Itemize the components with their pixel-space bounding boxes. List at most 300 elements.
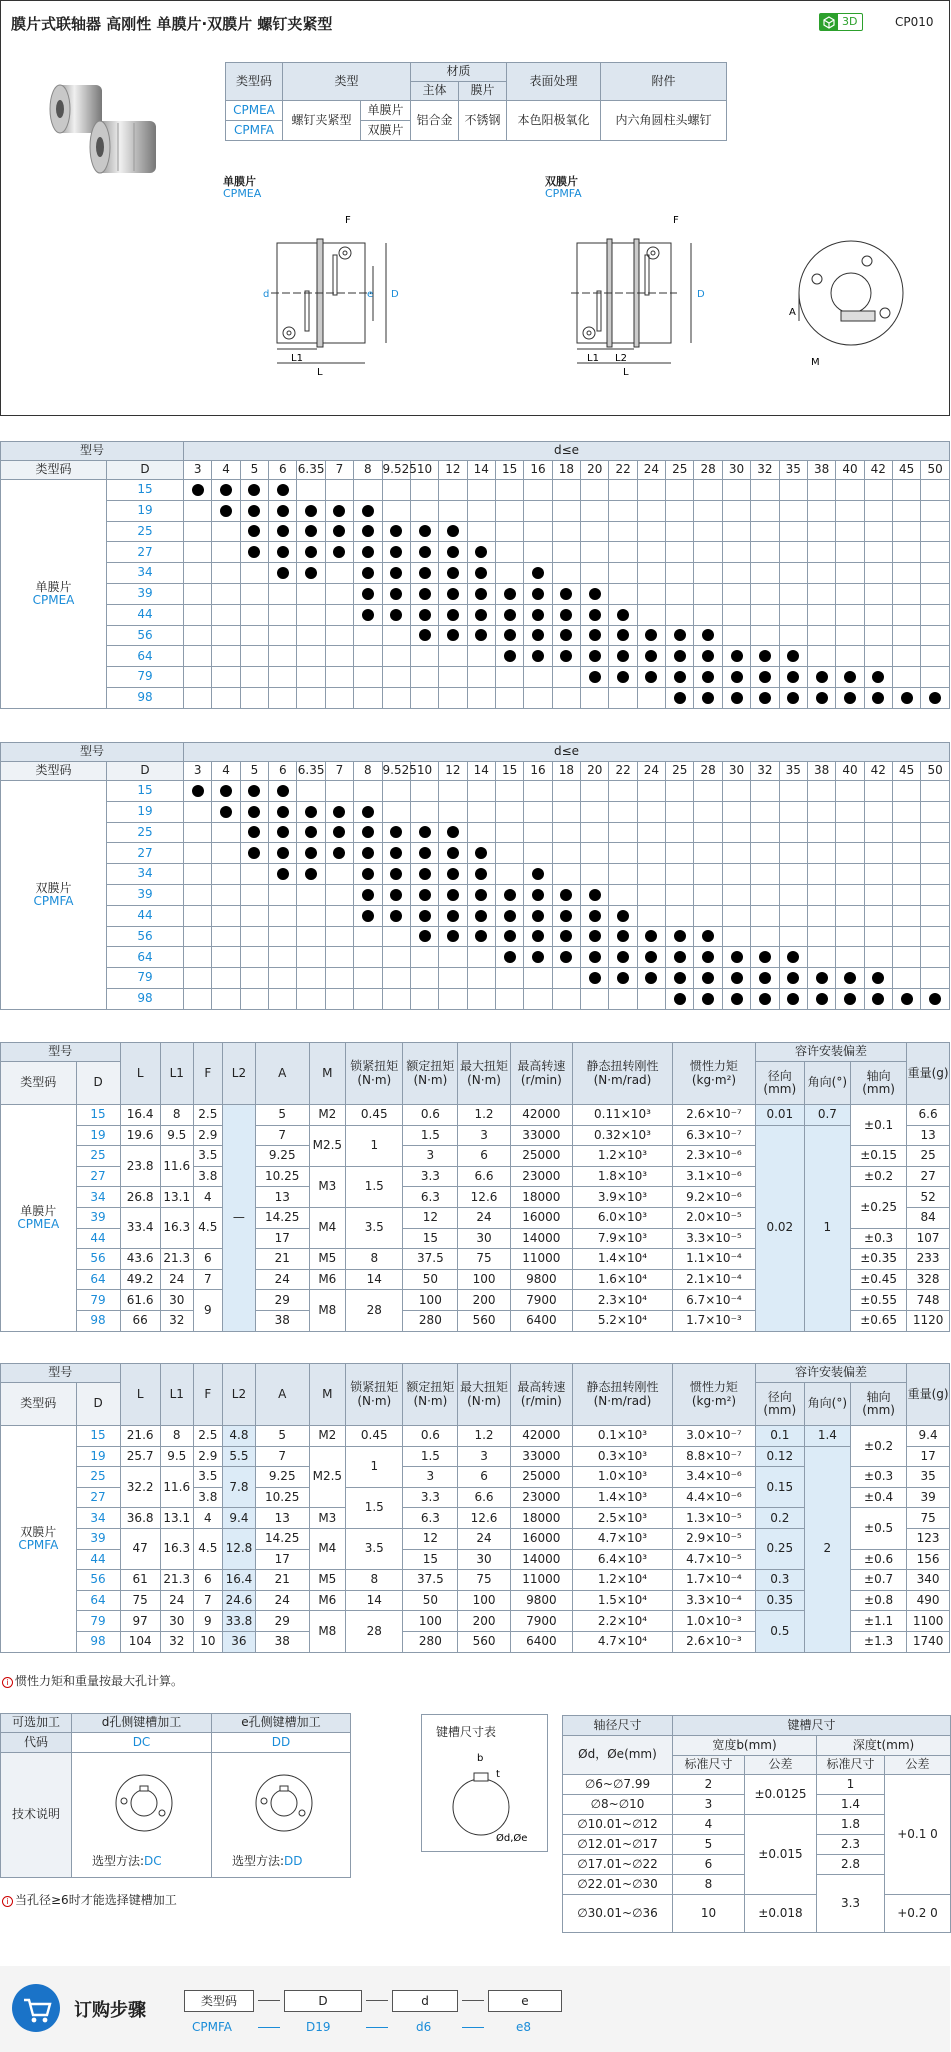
spec-code-2[interactable]: CPMFA [226, 121, 283, 141]
compat-cell [354, 667, 382, 688]
compat-cell [184, 884, 212, 905]
compat-cell [439, 801, 467, 822]
available-dot-icon [560, 609, 572, 621]
max-cell: 12.6 [458, 1508, 510, 1529]
compat-cell [666, 604, 694, 625]
compat-cell [666, 947, 694, 968]
inertia-cell: 1.3×10⁻⁵ [672, 1508, 755, 1529]
rated-cell: 6.3 [403, 1187, 458, 1208]
single-code: CPMEA [223, 187, 262, 200]
compat-cell [722, 480, 750, 501]
compat-cell [212, 822, 240, 843]
available-dot-icon [390, 609, 402, 621]
compat-cell [609, 781, 637, 802]
compat-cell [864, 822, 892, 843]
compat-cell [893, 968, 921, 989]
compat-cell [297, 926, 325, 947]
available-dot-icon [787, 650, 799, 662]
available-dot-icon [674, 993, 686, 1005]
L1-cell: 8 [160, 1426, 193, 1447]
available-dot-icon [305, 525, 317, 537]
compat-cell [552, 583, 580, 604]
available-dot-icon [787, 972, 799, 984]
order-value-e[interactable]: e8 [516, 2020, 532, 2034]
D-value[interactable]: 25 [107, 822, 184, 843]
compat-cell [666, 801, 694, 822]
D-value[interactable]: 79 [107, 667, 184, 688]
compat-cell [297, 864, 325, 885]
compat-cell [269, 905, 297, 926]
compat-cell [354, 583, 382, 604]
D-value[interactable]: 27 [107, 843, 184, 864]
compat-cell [893, 542, 921, 563]
D-value[interactable]: 98 [107, 988, 184, 1009]
table-row [1, 926, 950, 947]
compat-cell [269, 843, 297, 864]
available-dot-icon [504, 650, 516, 662]
3d-label: 3D [842, 15, 858, 28]
inertia-cell: 1.7×10⁻³ [672, 1310, 755, 1331]
available-dot-icon [589, 930, 601, 942]
D-value[interactable]: 15 [76, 1105, 120, 1126]
available-dot-icon [504, 889, 516, 901]
compat-cell [184, 646, 212, 667]
compat-cell [864, 988, 892, 1009]
L1-cell: 13.1 [160, 1508, 193, 1529]
select-dc[interactable]: DC [144, 1854, 162, 1868]
compat-cell [893, 801, 921, 822]
D-value[interactable]: 15 [107, 781, 184, 802]
axial-cell: ±0.65 [851, 1310, 907, 1331]
available-dot-icon [702, 993, 714, 1005]
A-cell: 38 [255, 1631, 309, 1652]
max-cell: 100 [458, 1269, 510, 1290]
lock-cell: 3.5 [346, 1528, 403, 1569]
D-value[interactable]: 27 [107, 542, 184, 563]
compat-cell [637, 968, 665, 989]
D-value[interactable]: 44 [76, 1228, 120, 1249]
compat-cell [467, 947, 495, 968]
compat-cell [921, 625, 950, 646]
compat-cell [410, 947, 438, 968]
compat-cell [524, 542, 552, 563]
h-material: 材质 [411, 63, 507, 82]
inertia-cell: 2.1×10⁻⁴ [672, 1269, 755, 1290]
D-value[interactable]: 56 [107, 625, 184, 646]
compat-cell [240, 542, 268, 563]
available-dot-icon [248, 505, 260, 517]
L1-cell: 11.6 [160, 1146, 193, 1187]
inertia-cell: 3.1×10⁻⁶ [672, 1166, 755, 1187]
compat-cell [893, 480, 921, 501]
radial-cell: 0.01 [755, 1105, 804, 1126]
type-name-cell: 单膜片 CPMEA [1, 1105, 77, 1332]
h-angular: 角向(°) [804, 1383, 850, 1426]
axial-cell: ±0.55 [851, 1290, 907, 1311]
col-header: 50 [921, 461, 950, 480]
A-cell: 17 [255, 1549, 309, 1570]
available-dot-icon [305, 826, 317, 838]
compat-cell [382, 521, 410, 542]
available-dot-icon [362, 910, 374, 922]
compat-cell [382, 926, 410, 947]
D-value[interactable]: 25 [76, 1146, 120, 1167]
order-value-d[interactable]: d6 [416, 2020, 432, 2034]
D-value[interactable]: 64 [76, 1269, 120, 1290]
available-dot-icon [277, 505, 289, 517]
compat-cell [807, 781, 835, 802]
compat-cell [694, 687, 722, 708]
compat-cell [552, 864, 580, 885]
max-cell: 560 [458, 1310, 510, 1331]
available-dot-icon [248, 484, 260, 496]
D-value[interactable]: 56 [76, 1570, 120, 1591]
compat-cell [184, 604, 212, 625]
weight-cell: 27 [907, 1166, 950, 1187]
D-value[interactable]: 79 [76, 1290, 120, 1311]
available-dot-icon [645, 629, 657, 641]
available-dot-icon [532, 910, 544, 922]
available-dot-icon [816, 993, 828, 1005]
compat-cell [212, 646, 240, 667]
compat-cell [722, 968, 750, 989]
M-cell: M4 [309, 1528, 346, 1569]
F-cell: 4.5 [193, 1528, 222, 1569]
h-axial: 轴向(mm) [851, 1062, 907, 1105]
lock-cell: 14 [346, 1590, 403, 1611]
axial-cell: ±0.8 [851, 1590, 907, 1611]
compat-cell [864, 604, 892, 625]
col-header: 40 [836, 461, 864, 480]
D-value[interactable]: 39 [76, 1528, 120, 1549]
rated-cell: 12 [403, 1207, 458, 1228]
compat-cell [581, 947, 609, 968]
order-value-type[interactable]: CPMFA [192, 2020, 232, 2034]
compat-cell [240, 604, 268, 625]
compat-cell [495, 905, 523, 926]
spec-code-1[interactable]: CPMEA [226, 101, 283, 121]
h-L2: L2 [222, 1043, 255, 1105]
compat-cell [184, 988, 212, 1009]
available-dot-icon [589, 671, 601, 683]
inertia-cell: 3.4×10⁻⁶ [672, 1467, 755, 1488]
available-dot-icon [589, 588, 601, 600]
M-cell: M5 [309, 1249, 346, 1270]
compat-cell [382, 604, 410, 625]
compat-cell [722, 521, 750, 542]
compat-cell [694, 884, 722, 905]
note-inertia: i 惯性力矩和重量按最大孔计算。 [2, 1672, 183, 1689]
table-row [1, 563, 950, 584]
compat-cell [836, 583, 864, 604]
compat-cell [921, 563, 950, 584]
A-cell: 17 [255, 1228, 309, 1249]
compat-cell [382, 843, 410, 864]
D-value[interactable]: 15 [76, 1426, 120, 1447]
compat-cell [921, 884, 950, 905]
compat-cell [325, 667, 353, 688]
compat-cell [467, 646, 495, 667]
available-dot-icon [645, 930, 657, 942]
D-value[interactable]: 34 [107, 864, 184, 885]
compat-cell [581, 521, 609, 542]
D-value[interactable]: 25 [76, 1467, 120, 1488]
compat-cell [893, 583, 921, 604]
D-value[interactable]: 34 [107, 563, 184, 584]
col-header: 3 [184, 461, 212, 480]
h-model: 型号 [1, 1043, 121, 1062]
compat-cell [524, 604, 552, 625]
lock-cell: 8 [346, 1570, 403, 1591]
compat-cell [269, 926, 297, 947]
D-value[interactable]: 44 [107, 905, 184, 926]
compat-cell [807, 968, 835, 989]
compat-cell [637, 583, 665, 604]
dc-illustration: 选型方法:DC [72, 1753, 212, 1878]
speed-cell: 6400 [510, 1310, 572, 1331]
compat-cell [212, 667, 240, 688]
F-cell: 3.5 [193, 1467, 222, 1488]
available-dot-icon [702, 930, 714, 942]
L-cell: 49.2 [120, 1269, 160, 1290]
D-value[interactable]: 44 [107, 604, 184, 625]
D-value[interactable]: 19 [76, 1446, 120, 1467]
compat-cell [694, 583, 722, 604]
compat-cell [864, 884, 892, 905]
compat-cell [722, 500, 750, 521]
code-dc[interactable]: DC [72, 1733, 212, 1753]
table-row [1, 947, 950, 968]
compat-cell [354, 687, 382, 708]
compat-cell [524, 583, 552, 604]
max-cell: 75 [458, 1570, 510, 1591]
lock-cell: 0.45 [346, 1426, 403, 1447]
compat-cell [694, 667, 722, 688]
D-value[interactable]: 39 [107, 583, 184, 604]
compat-cell [779, 625, 807, 646]
table-row [1, 884, 950, 905]
compat-cell [779, 988, 807, 1009]
compat-cell [694, 926, 722, 947]
compat-cell [609, 988, 637, 1009]
compat-cell [212, 968, 240, 989]
F-cell: 10 [193, 1631, 222, 1652]
D-value[interactable]: 34 [76, 1187, 120, 1208]
angular-cell: 1.4 [804, 1426, 850, 1447]
weight-cell: 84 [907, 1207, 950, 1228]
inertia-cell: 2.6×10⁻⁷ [672, 1105, 755, 1126]
speed-cell: 23000 [510, 1487, 572, 1508]
D-value[interactable]: 64 [76, 1590, 120, 1611]
compat-cell [893, 604, 921, 625]
compat-cell [325, 521, 353, 542]
compat-cell [382, 687, 410, 708]
compat-cell [354, 988, 382, 1009]
compat-cell [240, 500, 268, 521]
col-header: 7 [325, 762, 353, 781]
available-dot-icon [816, 972, 828, 984]
h-inertia: 惯性力矩(kg·m²) [672, 1364, 755, 1426]
D-value[interactable]: 19 [107, 500, 184, 521]
available-dot-icon [504, 930, 516, 942]
D-value[interactable]: 27 [76, 1166, 120, 1187]
compat-cell [666, 926, 694, 947]
D-value[interactable]: 98 [107, 687, 184, 708]
inertia-cell: 3.3×10⁻⁴ [672, 1590, 755, 1611]
compat-cell [297, 884, 325, 905]
compat-cell [297, 801, 325, 822]
available-dot-icon [447, 847, 459, 859]
h-rated: 额定扭矩(N·m) [403, 1364, 458, 1426]
compat-cell [722, 843, 750, 864]
D-value[interactable]: 79 [76, 1611, 120, 1632]
stiff-cell: 4.7×10³ [572, 1528, 672, 1549]
rated-cell: 100 [403, 1611, 458, 1632]
compat-cell [325, 480, 353, 501]
D-value[interactable]: 39 [76, 1207, 120, 1228]
col-header: 14 [467, 461, 495, 480]
available-dot-icon [731, 650, 743, 662]
available-dot-icon [475, 567, 487, 579]
order-label-D: D [284, 1990, 362, 2012]
M-cell: M6 [309, 1269, 346, 1290]
axial-cell: ±0.7 [851, 1570, 907, 1591]
compat-cell [666, 542, 694, 563]
available-dot-icon [560, 910, 572, 922]
D-value[interactable]: 19 [76, 1125, 120, 1146]
compat-cell [184, 625, 212, 646]
compat-cell [382, 822, 410, 843]
compat-cell [495, 646, 523, 667]
D-value[interactable]: 64 [107, 646, 184, 667]
compat-cell [495, 625, 523, 646]
col-header: 20 [581, 461, 609, 480]
D-value[interactable]: 19 [107, 801, 184, 822]
compat-cell [467, 822, 495, 843]
compat-cell [495, 500, 523, 521]
available-dot-icon [447, 930, 459, 942]
compat-cell [212, 947, 240, 968]
available-dot-icon [787, 671, 799, 683]
compat-cell [864, 563, 892, 584]
compat-cell [439, 968, 467, 989]
compat-cell [807, 646, 835, 667]
select-dd[interactable]: DD [284, 1854, 303, 1868]
compat-cell [836, 563, 864, 584]
available-dot-icon [872, 692, 884, 704]
compat-cell [864, 500, 892, 521]
col-header: 45 [893, 461, 921, 480]
available-dot-icon [277, 785, 289, 797]
available-dot-icon [447, 525, 459, 537]
D-value[interactable]: 39 [107, 884, 184, 905]
max-cell: 1.2 [458, 1426, 510, 1447]
D-value[interactable]: 15 [107, 480, 184, 501]
D-value[interactable]: 64 [107, 947, 184, 968]
A-cell: 7 [255, 1446, 309, 1467]
D-value[interactable]: 44 [76, 1549, 120, 1570]
D-value[interactable]: 98 [76, 1631, 120, 1652]
compat-cell [410, 781, 438, 802]
available-dot-icon [419, 826, 431, 838]
D-value[interactable]: 98 [76, 1310, 120, 1331]
rated-cell: 0.6 [403, 1105, 458, 1126]
A-cell: 14.25 [255, 1528, 309, 1549]
order-value-D[interactable]: D19 [306, 2020, 331, 2034]
spec-accessory: 内六角圆柱头螺钉 [601, 101, 727, 141]
compat-cell [921, 843, 950, 864]
compat-cell [184, 781, 212, 802]
compat-cell [836, 947, 864, 968]
compat-cell [269, 687, 297, 708]
compat-cell [269, 968, 297, 989]
compat-cell [524, 905, 552, 926]
col-header: 45 [893, 762, 921, 781]
compat-cell [269, 542, 297, 563]
available-dot-icon [362, 609, 374, 621]
available-dot-icon [333, 525, 345, 537]
D-value[interactable]: 56 [107, 926, 184, 947]
compat-cell [722, 926, 750, 947]
available-dot-icon [872, 671, 884, 683]
radial-cell: 0.3 [755, 1570, 804, 1591]
compat-cell [921, 583, 950, 604]
weight-cell: 748 [907, 1290, 950, 1311]
col-header: 38 [807, 762, 835, 781]
compat-cell [807, 480, 835, 501]
compat-cell [184, 667, 212, 688]
compat-cell [524, 801, 552, 822]
L-cell: 66 [120, 1310, 160, 1331]
M-cell: M8 [309, 1290, 346, 1331]
max-cell: 200 [458, 1611, 510, 1632]
3d-badge[interactable] [819, 13, 863, 31]
compat-cell [269, 667, 297, 688]
compat-cell [807, 822, 835, 843]
h-angular: 角向(°) [804, 1062, 850, 1105]
compat-cell [864, 947, 892, 968]
L2-cell: 24.6 [222, 1590, 255, 1611]
keyway-figure [421, 1714, 548, 1852]
available-dot-icon [362, 889, 374, 901]
col-header: 32 [751, 762, 779, 781]
D-value[interactable]: 56 [76, 1249, 120, 1270]
compat-cell [439, 667, 467, 688]
A-cell: 5 [255, 1426, 309, 1447]
rated-cell: 50 [403, 1269, 458, 1290]
compat-cell [524, 563, 552, 584]
available-dot-icon [532, 629, 544, 641]
L1-cell: 32 [160, 1631, 193, 1652]
radial-cell: 0.25 [755, 1528, 804, 1569]
weight-cell: 9.4 [907, 1426, 950, 1447]
D-value[interactable]: 25 [107, 521, 184, 542]
D-value[interactable]: 34 [76, 1508, 120, 1529]
product-photo [46, 71, 186, 181]
D-value[interactable]: 79 [107, 968, 184, 989]
L1-cell: 9.5 [160, 1125, 193, 1146]
compat-cell [382, 480, 410, 501]
compat-cell [269, 864, 297, 885]
code-dd[interactable]: DD [212, 1733, 351, 1753]
A-cell: 38 [255, 1310, 309, 1331]
compat-table-double [0, 742, 950, 1010]
compat-cell [864, 926, 892, 947]
available-dot-icon [419, 609, 431, 621]
D-value[interactable]: 27 [76, 1487, 120, 1508]
available-dot-icon [390, 567, 402, 579]
compat-cell [552, 988, 580, 1009]
